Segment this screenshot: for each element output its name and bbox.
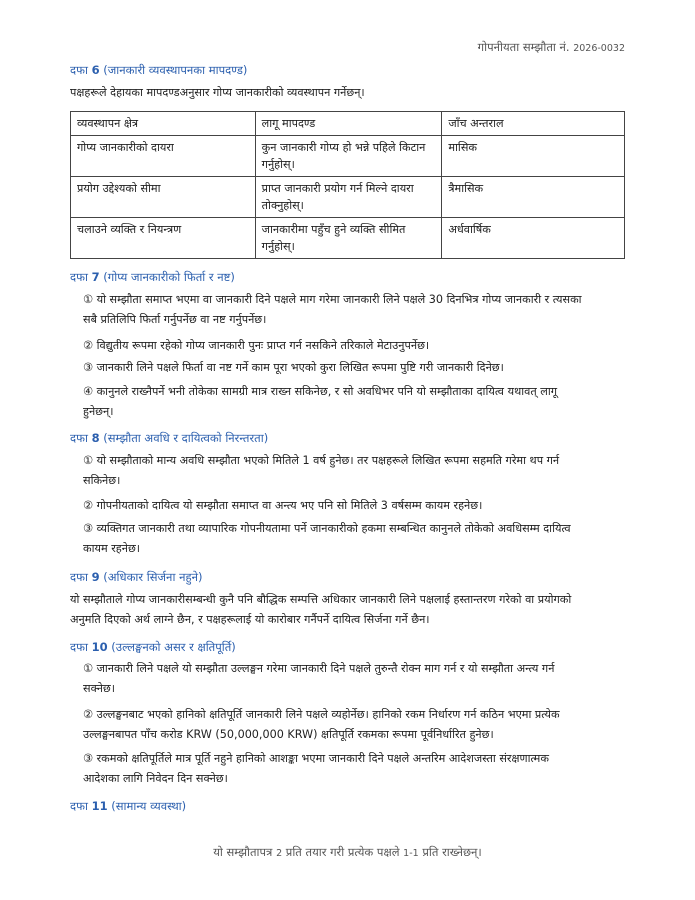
section-11-heading: दफा 11 (सामान्य व्यवस्था) [70,799,187,813]
clause-10-1: ① जानकारी लिने पक्षले यो सम्झौता उल्लङ्घन गरेमा जानकारी दिने पक्षले तुरुन्तै रोक्न माग गर्न र यो सम्झौता अन्त्य गर्न सक्नेछ। [83,662,555,695]
section-9-heading: दफा 9 (अधिकार सिर्जना नहुने) [70,570,203,584]
table-cell: मासिक [442,136,625,177]
clause-8-3: ③ व्यक्तिगत जानकारी तथा व्यापारिक गोपनीयतामा पर्ने जानकारीको हकमा सम्बन्धित कानुनले तोकेको अवधिसम्म दायित्व कायम रहनेछ। [83,522,571,555]
agreement-number-header [478,40,625,55]
criteria-table [70,111,625,259]
clause-8-1: ① यो सम्झौताको मान्य अवधि सम्झौता भएको मितिले 1 वर्ष हुनेछ। तर पक्षहरूले लिखित रूपमा सहमति गरेमा थप गर्न सकिनेछ। [83,454,560,487]
clause-8-2: ② गोपनीयताको दायित्व यो सम्झौता समाप्त वा अन्त्य भए पनि सो मितिले 3 वर्षसम्म कायम रहनेछ। [83,499,483,512]
table-cell: चलाउने व्यक्ति र नियन्त्रण [71,218,256,259]
section-7-heading: दफा 7 (गोप्य जानकारीको फिर्ता र नष्ट) [70,270,235,284]
table-row [71,136,625,177]
header-title: गोपनीयता सम्झौता नं. [477,40,570,54]
clause-7-2: ② विद्युतीय रूपमा रहेको गोप्य जानकारी पुनः प्राप्त गर्न नसकिने तरिकाले मेटाउनुपर्नेछ। [83,339,430,352]
table-cell: गोप्य जानकारीको दायरा [71,136,256,177]
section-6-intro: पक्षहरूले देहायका मापदण्डअनुसार गोप्य जानकारीको व्यवस्थापन गर्नेछन्। [70,86,365,99]
clause-10-3: ③ रकमको क्षतिपूर्तिले मात्र पूर्ति नहुने हानिको आशङ्का भएमा जानकारी दिने पक्षले अन्तरिम आदेशजस्ता संरक्षणात्मक आदेशका लागि निवेदन दिन सक्नेछ। [83,752,549,785]
table-cell: अर्धवार्षिक [442,218,625,259]
section-8-heading: दफा 8 (सम्झौता अवधि र दायित्वको निरन्तरता) [70,431,269,445]
column-header: जाँच अन्तराल [442,112,625,136]
page-footer: यो सम्झौतापत्र 2 प्रति तयार गरी प्रत्येक पक्षले 1-1 प्रति राख्नेछन्। [213,845,482,859]
clause-7-1: ① यो सम्झौता समाप्त भएमा वा जानकारी दिने पक्षले माग गरेमा जानकारी लिने पक्षले 30 दिनभित्र गोप्य जानकारी र त्यसका सबै प्रतिलिपि फिर्ता गर्नुपर्नेछ वा नष्ट गर्नुपर्नेछ। [83,293,582,326]
table-cell: प्राप्त जानकारी प्रयोग गर्न मिल्ने दायरा तोक्नुहोस्। [255,177,442,218]
table-row [71,218,625,259]
column-header: लागू मापदण्ड [255,112,442,136]
section-10-heading: दफा 10 (उल्लङ्घनको असर र क्षतिपूर्ति) [70,640,236,654]
table-row [71,177,625,218]
header-number: 2026-0032 [573,43,625,54]
table-cell: त्रैमासिक [442,177,625,218]
table-cell: जानकारीमा पहुँच हुने व्यक्ति सीमित गर्नुहोस्। [255,218,442,259]
clause-7-3: ③ जानकारी लिने पक्षले फिर्ता वा नष्ट गर्ने काम पूरा भएको कुरा लिखित रूपमा पुष्टि गरी जानकारी दिनेछ। [83,361,504,374]
column-header: व्यवस्थापन क्षेत्र [71,112,256,136]
table-cell: प्रयोग उद्देश्यको सीमा [71,177,256,218]
section-6-heading: दफा 6 (जानकारी व्यवस्थापनका मापदण्ड) [70,63,248,77]
clause-7-4: ④ कानुनले राख्नैपर्ने भनी तोकेका सामग्री मात्र राख्न सकिनेछ, र सो अवधिभर पनि यो सम्झौताका दायित्व यथावत् लागू हुनेछन्। [83,385,558,418]
clause-10-2: ② उल्लङ्घनबाट भएको हानिको क्षतिपूर्ति जानकारी लिने पक्षले व्यहोर्नेछ। हानिको रकम निर्धारण गर्न कठिन भएमा प्रत्येक उल्लङ्घनबापत पाँच करोड KRW (50,000,000 KRW) क्षतिपूर्ति रकमका रूपमा पूर्वनिर्धारित हुनेछ। [83,708,560,741]
table-cell: कुन जानकारी गोप्य हो भन्ने पहिले किटान गर्नुहोस्। [255,136,442,177]
section-9-text: यो सम्झौताले गोप्य जानकारीसम्बन्धी कुनै पनि बौद्धिक सम्पत्ति अधिकार जानकारी लिने पक्षलाई हस्तान्तरण गरेको वा प्रयोगको अनुमति दिएको अर्थ लाग्ने छैन, र पक्षहरूलाई यो कारोबार गर्नैपर्ने दायित्व सिर्जना गर्ने छैन। [70,593,572,626]
table-header-row [71,112,625,136]
